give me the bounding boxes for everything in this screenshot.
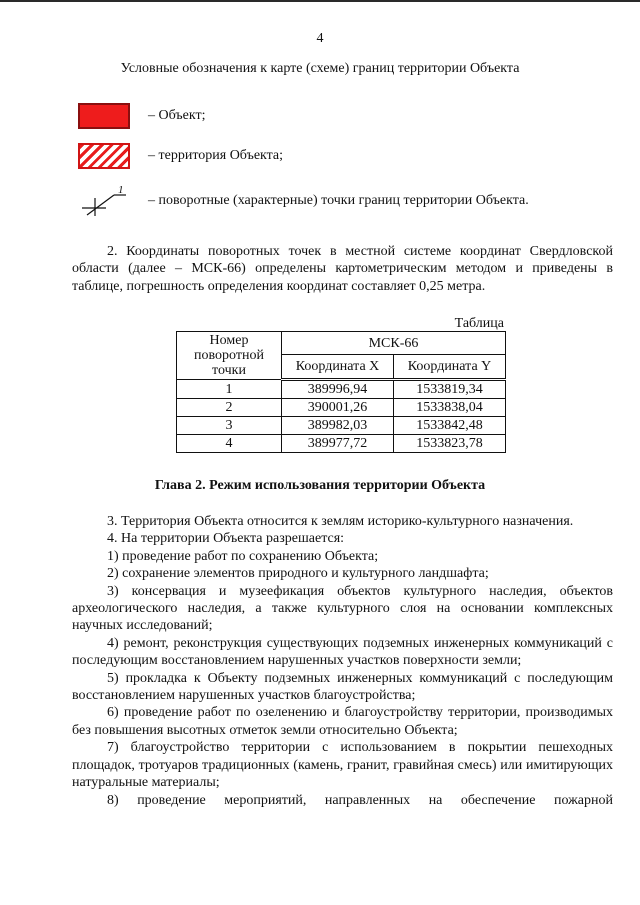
table-row <box>177 417 506 435</box>
point-number-cell: 3 <box>177 417 282 435</box>
paragraph-text: 3. Территория Объекта относится к землям историко-культурного назначения. <box>107 514 574 529</box>
territory-hatched-red-swatch <box>78 143 130 169</box>
legend-title: Условные обозначения к карте (схеме) границ территории Объекта <box>120 61 520 76</box>
header-coordinate-y: Координата Y <box>394 355 506 380</box>
legend-item-label: – территория Объекта; <box>148 148 284 164</box>
paragraph-coordinates-intro <box>72 243 613 295</box>
point-number-cell: 4 <box>177 435 282 453</box>
coordinate-x-cell: 389996,94 <box>282 380 394 399</box>
list-item: 7) благоустройство территории с использованием в покрытии пешеходных площадок, тротуаров традиционных (камень, гранит, гравийная смесь) или имитирующих натуральные материалы; <box>72 740 613 791</box>
point-number-cell: 2 <box>177 399 282 417</box>
table-row <box>177 380 506 399</box>
coordinate-y-cell: 1533842,48 <box>394 417 506 435</box>
legend-item-label: – Объект; <box>148 108 206 124</box>
chapter-title: Глава 2. Режим использования территории Объекта <box>154 478 486 493</box>
list-item: 2) сохранение элементов природного и культурного ландшафта; <box>107 566 489 582</box>
header-coordinate-system: МСК-66 <box>282 332 506 355</box>
table-row <box>177 399 506 417</box>
page-top-edge <box>0 0 640 2</box>
legend-item-turning-points <box>78 186 529 216</box>
paragraph-text: 2. Координаты поворотных точек в местной системе координат Свердловской области (далее – МСК-66) определены картометрическим методом и приведены в таблице, погрешность определения координат составляет 0,25 метра. <box>72 244 613 294</box>
coordinate-x-cell: 389977,72 <box>282 435 394 453</box>
list-item: 3) консервация и музеефикация объектов культурного наследия, объектов археологического наследия, а также культурного слоя на основании комплексных научных исследований; <box>72 583 613 634</box>
list-item: 6) проведение работ по озеленению и благоустройству территории, производимых без повышения высотных отметок земли относительно Объекта; <box>72 705 613 738</box>
list-item: 5) прокладка к Объекту подземных инженерных коммуникаций с последующим восстановлением нарушенных участков благоустройства; <box>72 670 613 704</box>
list-item: 8) проведение мероприятий, направленных на обеспечение пожарной <box>107 792 613 808</box>
turning-point-marker-icon <box>78 186 130 216</box>
page-number: 4 <box>316 31 324 46</box>
list-item: 4) ремонт, реконструкция существующих подземных инженерных коммуникаций с последующим восстановлением нарушенных участков поверхности земли; <box>72 635 613 669</box>
legend-item-label: – поворотные (характерные) точки границ территории Объекта. <box>148 193 529 209</box>
coordinate-y-cell: 1533819,34 <box>394 380 506 399</box>
table-caption: Таблица <box>454 316 504 331</box>
list-item: 1) проведение работ по сохранению Объекта; <box>107 548 379 564</box>
coordinate-y-cell: 1533823,78 <box>394 435 506 453</box>
coordinate-x-cell: 389982,03 <box>282 417 394 435</box>
header-coordinate-x: Координата X <box>282 355 394 380</box>
chapter-body <box>72 513 613 809</box>
marker-number-label: 1 <box>118 186 124 196</box>
coordinate-y-cell: 1533838,04 <box>394 399 506 417</box>
table-row <box>177 435 506 453</box>
coordinate-x-cell: 390001,26 <box>282 399 394 417</box>
point-number-cell: 1 <box>177 380 282 399</box>
legend-item-territory <box>78 141 283 171</box>
coordinates-table <box>176 331 506 453</box>
paragraph-text: 4. На территории Объекта разрешается: <box>107 531 345 547</box>
header-point-number: Номер поворотной точки <box>177 332 282 380</box>
legend-item-object <box>78 101 205 131</box>
object-solid-red-swatch <box>78 103 130 129</box>
